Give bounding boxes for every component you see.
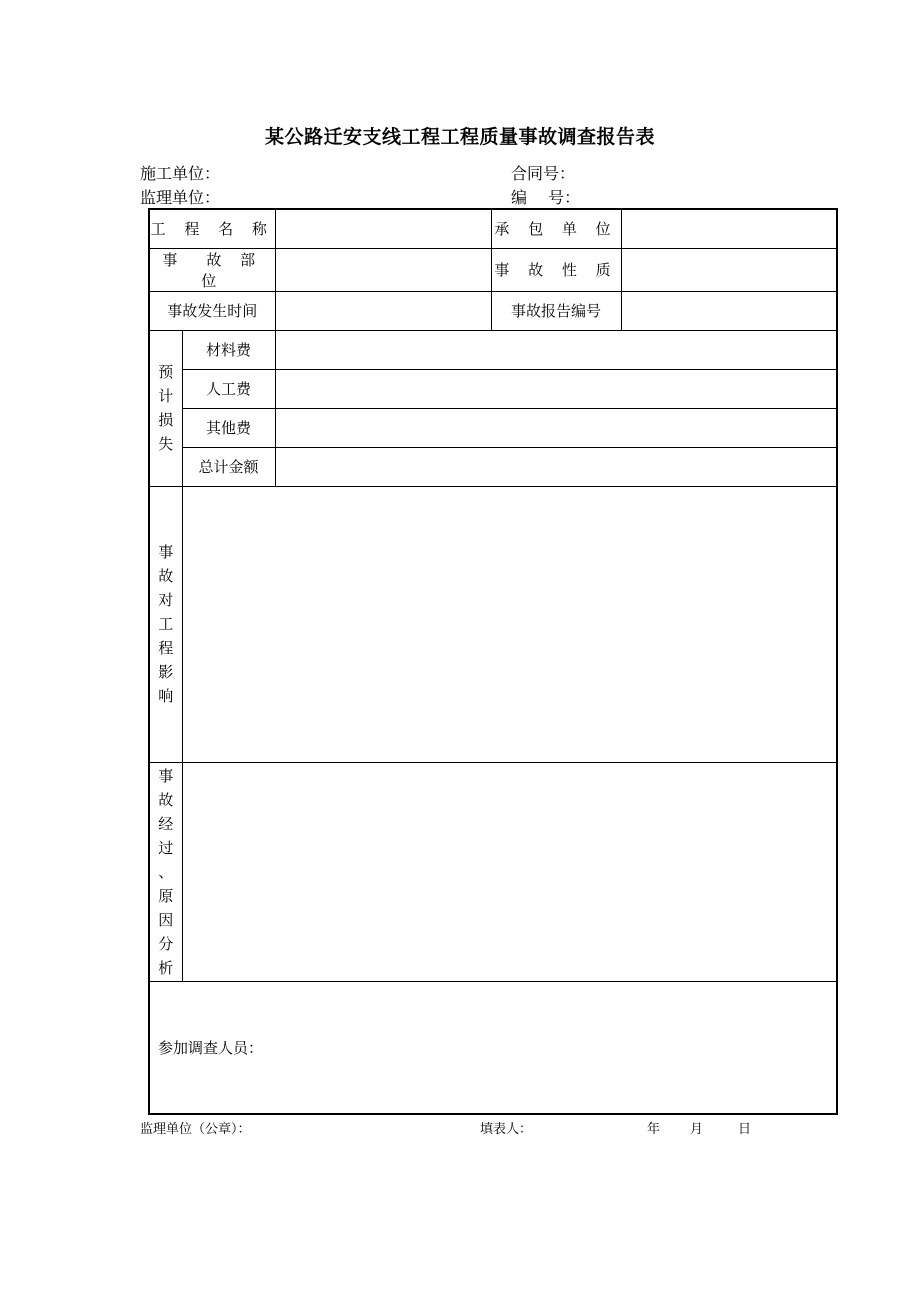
project-name-field[interactable] <box>275 209 491 248</box>
serial-no-label: 编 号： <box>511 188 581 207</box>
other-cost-label: 其他费 <box>182 408 275 447</box>
occurrence-time-field[interactable] <box>275 291 491 330</box>
month-label: 月 <box>690 1122 704 1137</box>
impact-label: 事 故 对 工 程 影 响 <box>149 486 182 762</box>
supervision-seal-label: 监理单位（公章）： <box>140 1122 251 1137</box>
occurrence-time-label: 事故发生时间 <box>149 291 275 330</box>
page-title: 某公路迁安支线工程工程质量事故调查报告表 <box>264 126 655 148</box>
material-cost-field[interactable] <box>275 330 837 369</box>
contractor-label: 承 包 单 位 <box>491 209 621 248</box>
cause-analysis-field[interactable] <box>182 762 837 981</box>
estimated-loss-label: 预 计 损 失 <box>149 330 182 486</box>
report-no-field[interactable] <box>621 291 837 330</box>
accident-location-label: 事 故 部 位 <box>149 248 275 291</box>
material-cost-label: 材料费 <box>182 330 275 369</box>
project-name-label: 工 程 名 称 <box>149 209 275 248</box>
supervision-unit-label: 监理单位： <box>140 188 221 207</box>
cause-analysis-label: 事 故 经 过 、 原 因 分 析 <box>149 762 182 981</box>
participants-field[interactable] <box>149 981 837 1114</box>
labor-cost-field[interactable] <box>275 369 837 408</box>
participants-label: 参加调查人员： <box>158 1038 264 1057</box>
filled-by-label: 填表人： <box>480 1122 533 1137</box>
other-cost-field[interactable] <box>275 408 837 447</box>
accident-location-field[interactable] <box>275 248 491 291</box>
accident-nature-field[interactable] <box>621 248 837 291</box>
total-amount-label: 总计金额 <box>182 447 275 486</box>
day-label: 日 <box>738 1122 752 1137</box>
report-no-label: 事故报告编号 <box>491 291 621 330</box>
year-label: 年 <box>647 1122 661 1137</box>
labor-cost-label: 人工费 <box>182 369 275 408</box>
total-amount-field[interactable] <box>275 447 837 486</box>
report-form-table <box>148 208 838 1115</box>
accident-nature-label: 事 故 性 质 <box>491 248 621 291</box>
contractor-field[interactable] <box>621 209 837 248</box>
contract-no-label: 合同号： <box>511 164 576 183</box>
construction-unit-label: 施工单位： <box>140 164 221 183</box>
impact-field[interactable] <box>182 486 837 762</box>
